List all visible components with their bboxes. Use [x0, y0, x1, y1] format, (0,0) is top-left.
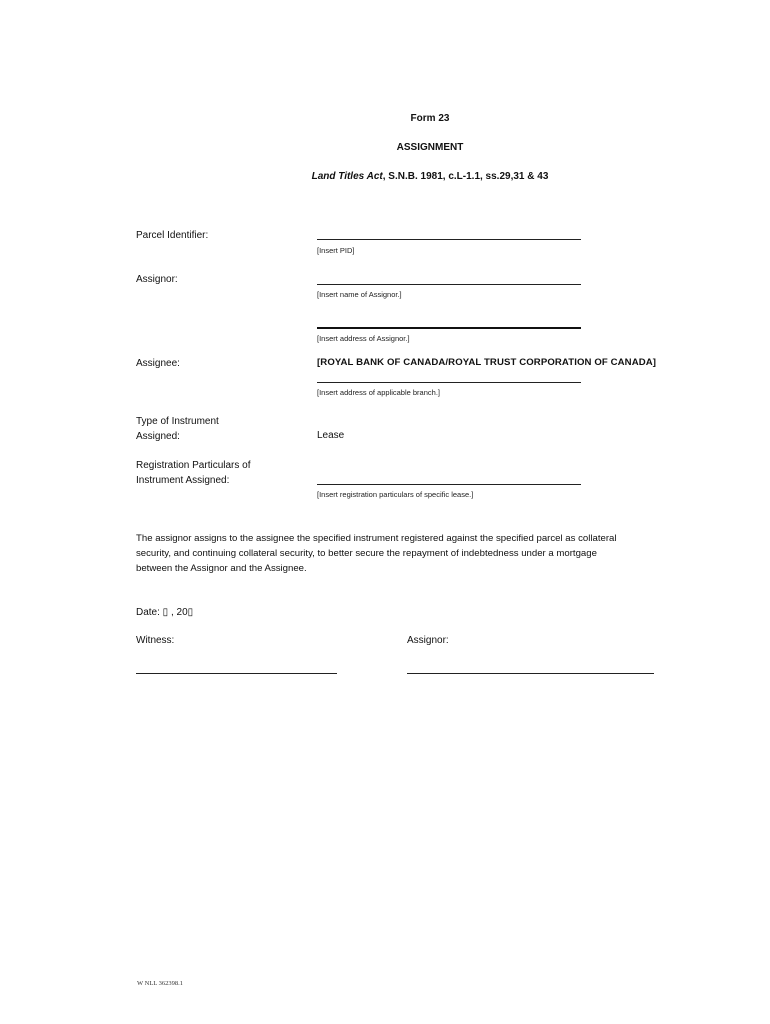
assignor-name-hint: [Insert name of Assignor.]: [317, 290, 402, 299]
assignor-label: Assignor:: [136, 274, 178, 285]
document-id: W NLL 362398.1: [137, 980, 184, 987]
form-number: Form 23: [410, 113, 450, 124]
parcel-identifier-hint: [Insert PID]: [317, 246, 355, 255]
witness-label: Witness:: [136, 635, 175, 646]
assignor-address-line[interactable]: [317, 327, 581, 329]
instrument-type-label-line2: Assigned:: [136, 431, 180, 442]
act-reference: [0, 171, 770, 182]
statement-line-2: security, and continuing collateral security, to better secure the repayment of indebtedness under a mortgage: [136, 548, 597, 559]
assignee-address-line[interactable]: [317, 382, 581, 383]
act-name: Land Titles Act: [311, 171, 383, 182]
assignor-name-line[interactable]: [317, 284, 581, 285]
date-line: Date: ▯ , 20▯: [136, 607, 194, 618]
assignee-label: Assignee:: [136, 358, 180, 369]
instrument-type-label-line1: Type of Instrument: [136, 416, 219, 427]
statement-line-1: The assignor assigns to the assignee the specified instrument registered against the specified parcel as collateral: [136, 533, 617, 544]
assignment-statement: [136, 531, 696, 576]
assignee-address-hint: [Insert address of applicable branch.]: [317, 388, 440, 397]
assignor-signature-line[interactable]: [407, 673, 654, 674]
act-citation: , S.N.B. 1981, c.L-1.1, ss.29,31 & 43: [382, 171, 549, 182]
witness-signature-line[interactable]: [136, 673, 337, 674]
registration-label-line1: Registration Particulars of: [136, 460, 251, 471]
assignee-value: [ROYAL BANK OF CANADA/ROYAL TRUST CORPORATION OF CANADA]: [317, 357, 657, 368]
instrument-type-value: Lease: [317, 430, 345, 441]
assignor-signature-label: Assignor:: [407, 635, 449, 646]
parcel-identifier-line[interactable]: [317, 239, 581, 240]
registration-label-line2: Instrument Assigned:: [136, 475, 230, 486]
registration-line[interactable]: [317, 484, 581, 485]
registration-hint: [Insert registration particulars of specific lease.]: [317, 490, 474, 499]
parcel-identifier-label: Parcel Identifier:: [136, 230, 209, 241]
statement-line-3: between the Assignor and the Assignee.: [136, 563, 307, 574]
assignor-address-hint: [Insert address of Assignor.]: [317, 334, 410, 343]
document-title: ASSIGNMENT: [396, 142, 464, 153]
